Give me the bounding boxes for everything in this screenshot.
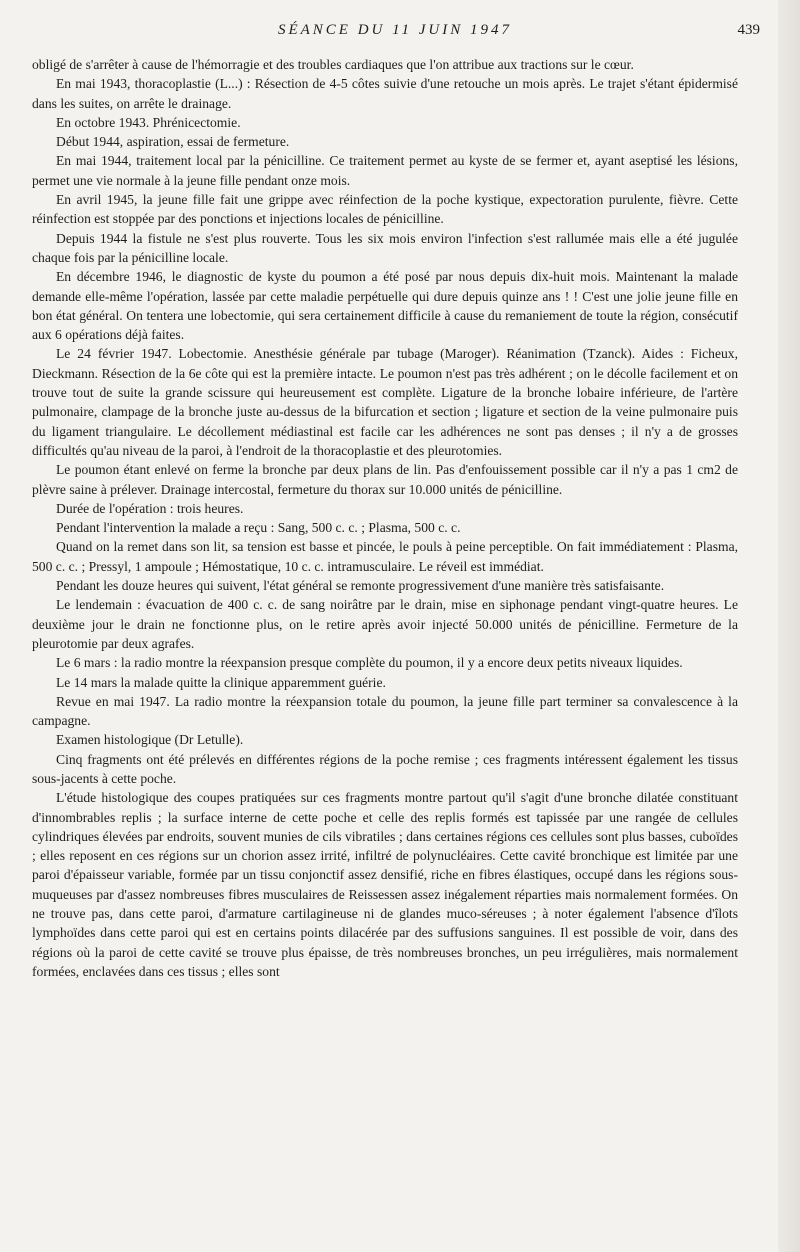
article-body xyxy=(32,55,738,981)
paragraph: Examen histologique (Dr Letulle). xyxy=(56,732,244,748)
paragraph: Durée de l'opération : trois heures. xyxy=(56,500,244,516)
paragraph: Le poumon étant enlevé on ferme la bronche par deux plans de lin. Pas d'enfouissement possible car il n'y a pas 1 cm2 de plèvre saine à prélever. Drainage intercostal, fermeture du thorax sur 10.000 unités de pénicilline. xyxy=(32,462,738,497)
paragraph: Pendant l'intervention la malade a reçu : Sang, 500 c. c. ; Plasma, 500 c. c. xyxy=(56,520,461,536)
paragraph: En avril 1945, la jeune fille fait une grippe avec réinfection de la poche kystique, expectoration purulente, fièvre. Cette réinfection est stoppée par des ponctions et injections locales de pénicilline. xyxy=(32,192,738,227)
paragraph: Revue en mai 1947. La radio montre la réexpansion totale du poumon, la jeune fille part terminer sa convalescence à la campagne. xyxy=(32,693,738,729)
paragraph: Le 6 mars : la radio montre la réexpansion presque complète du poumon, il y a encore deux petits niveaux liquides. xyxy=(56,655,683,671)
paragraph: Quand on la remet dans son lit, sa tension est basse et pincée, le pouls à peine perceptible. On fait immédiatement : Plasma, 500 c. c. ; Pressyl, 1 ampoule ; Hémostatique, 10 c. c. intramusculaire. Le réveil est immédiat. xyxy=(32,539,738,574)
page-number: 439 xyxy=(737,22,760,38)
facing-page-edge xyxy=(778,0,800,1252)
paragraph: obligé de s'arrêter à cause de l'hémorragie et des troubles cardiaques que l'on attribue aux tractions sur le cœur. xyxy=(32,57,634,72)
paragraph: En mai 1944, traitement local par la pénicilline. Ce traitement permet au kyste de se fermer et, ayant aseptisé les lésions, permet une vie normale à la jeune fille pendant onze mois. xyxy=(32,153,738,188)
paragraph: L'étude histologique des coupes pratiquées sur ces fragments montre partout qu'il s'agit d'une bronche dilatée constituant d'innombrables replis ; la surface interne de cette poche et celle des replis formés est tapissée par une rangée de cellules cylindriques élevées par endroits, souvent munies de cils vibratiles ; dans certaines régions ces cellules sont plus basses, cuboïdes ; elles reposent en ces régions sur un chorion assez irrité, infiltré de polynucléaires. Cette cavité bronchique est limitée par une paroi d'épaisseur variable, formée par un tissu conjonctif assez densifié, riche en fibres élastiques, occupé dans les régions sous-muqueuses par d'assez nombreuses fibres musculaires de Reissessen assez inégalement réparties mais normalement formées. On ne trouve pas, dans cette paroi, d'armature cartilagineuse ni de glandes muco-séreuses ; à noter également l'absence d'îlots lymphoïdes dans cette paroi qui est en certains points dilacérée par des suffusions sanguines. Il est possible de voir, dans des régions où la paroi de cette cavité se trouve plus épaisse, de très nombreuses bronches, un peu irrégulières, mais normalement formées, enclavées dans ces tissus ; elles sont xyxy=(32,790,738,979)
paragraph: Le 24 février 1947. Lobectomie. Anesthésie générale par tubage (Maroger). Réanimation (Tzanck). Aides : Ficheux, Dieckmann. Résection de la 6e côte qui est la première intacte. Le poumon n'est pas très adhérent ; on le décolle facilement et on trouve tout de suite la grande scissure qui heureusement est complète. Ligature de la bronche lobaire inférieure, de l'artère pulmonaire, clampage de la bronche juste au-dessus de la bifurcation et section ; ligature et section de la veine pulmonaire puis du ligament triangulaire. Le décollement médiastinal est facile car les adhérences ne sont pas denses ; il n'y a de grosses difficultés qu'au niveau de la paroi, à l'endroit de la thoracoplastie et des pleurotomies. xyxy=(32,346,738,458)
running-title: SÉANCE DU 11 JUIN 1947 xyxy=(277,22,513,38)
paragraph: Le lendemain : évacuation de 400 c. c. de sang noirâtre par le drain, mise en siphonage pendant vingt-quatre heures. Le deuxième jour le drain ne fonctionne plus, on le retire après avoir injecté 50.000 unités de pénicilline. Fermeture de la pleurotomie par deux agrafes. xyxy=(32,597,738,651)
paragraph: Pendant les douze heures qui suivent, l'état général se remonte progressivement d'une manière très satisfaisante. xyxy=(56,578,665,594)
paragraph: Début 1944, aspiration, essai de fermeture. xyxy=(56,134,290,150)
paragraph: Cinq fragments ont été prélevés en différentes régions de la poche remise ; ces fragments intéressent également les tissus sous-jacents à cette poche. xyxy=(32,751,738,786)
paragraph: En octobre 1943. Phrénicectomie. xyxy=(56,114,241,130)
page-header xyxy=(30,22,760,44)
paragraph: En mai 1943, thoracoplastie (L...) : Résection de 4-5 côtes suivie d'une retouche un mois après. Le trajet s'étant épidermisé dans les suites, on arrête le drainage. xyxy=(32,76,738,111)
paragraph: En décembre 1946, le diagnostic de kyste du poumon a été posé par nous depuis dix-huit mois. Maintenant la malade demande elle-même l'opération, lassée par cette maladie perpétuelle qui dure depuis quinze ans ! ! C'est une jolie jeune fille en bon état général. On tentera une lobectomie, qui sera certainement difficile à cause du remaniement de toute la région, consécutif aux 6 opérations déjà faites. xyxy=(32,269,738,343)
paragraph: Le 14 mars la malade quitte la clinique apparemment guérie. xyxy=(56,674,386,690)
paragraph: Depuis 1944 la fistule ne s'est plus rouverte. Tous les six mois environ l'infection s'est rallumée mais elle a été jugulée chaque fois par la pénicilline locale. xyxy=(32,230,738,265)
